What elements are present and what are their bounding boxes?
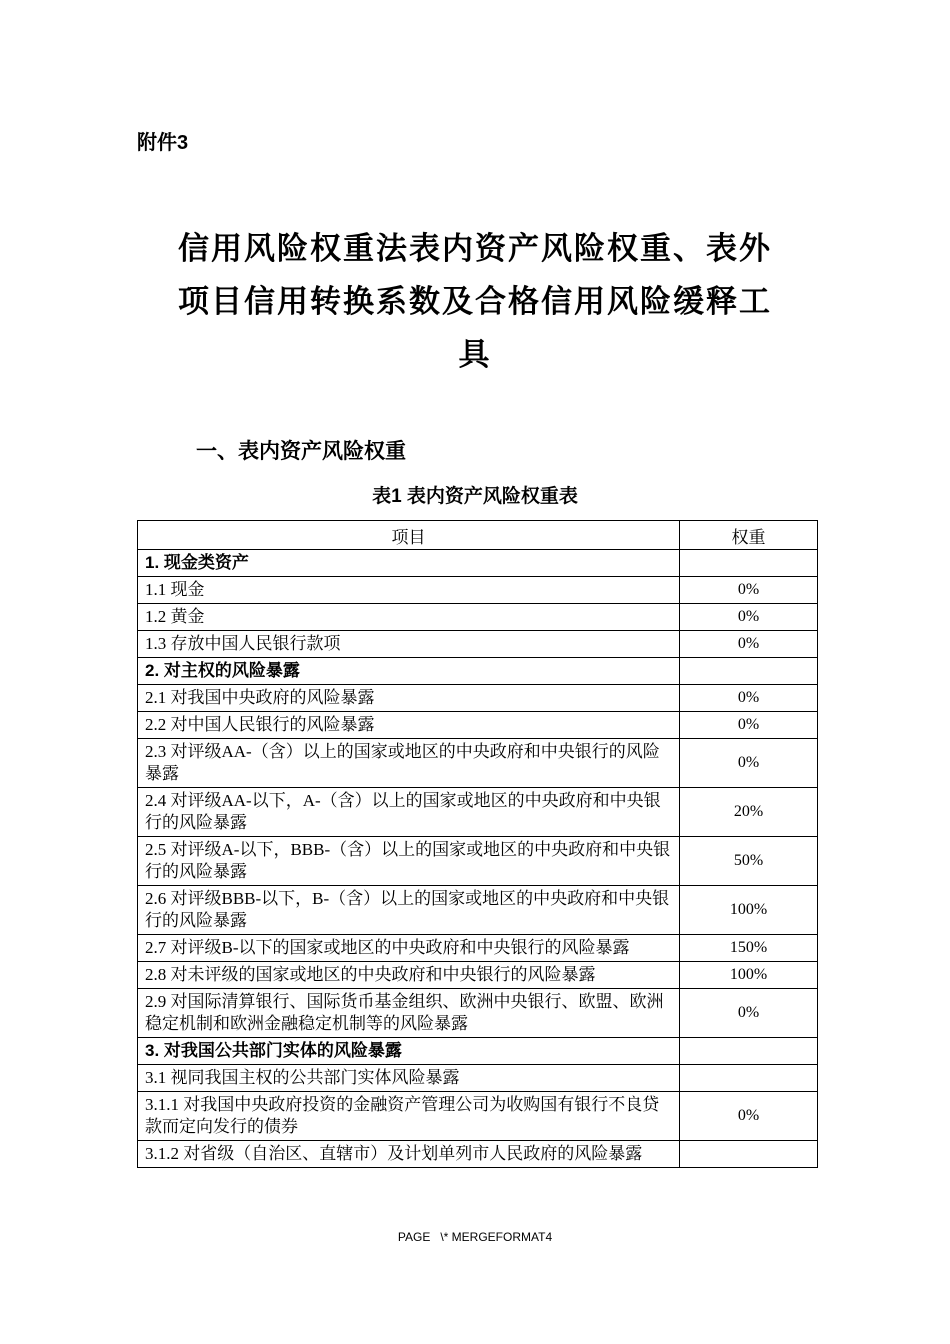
weight-cell — [680, 1038, 818, 1065]
weight-cell: 0% — [680, 577, 818, 604]
item-cell: 2.2 对中国人民银行的风险暴露 — [138, 712, 680, 739]
table-row — [138, 1065, 818, 1092]
column-header-weight: 权重 — [680, 521, 818, 550]
weight-cell: 0% — [680, 685, 818, 712]
table-row — [138, 1141, 818, 1168]
table-row — [138, 1038, 818, 1065]
page-footer-field: PAGE \* MERGEFORMAT4 — [397, 1230, 553, 1244]
table-row — [138, 631, 818, 658]
weight-cell: 0% — [680, 739, 818, 788]
item-cell: 1.2 黄金 — [138, 604, 680, 631]
attachment-label: 附件3 — [137, 132, 189, 154]
table-row — [138, 577, 818, 604]
item-cell: 2.8 对未评级的国家或地区的中央政府和中央银行的风险暴露 — [138, 962, 680, 989]
document-title-line-3: 具 — [458, 337, 492, 372]
table-row — [138, 604, 818, 631]
item-cell: 1. 现金类资产 — [138, 550, 680, 577]
weight-cell — [680, 550, 818, 577]
weight-cell: 100% — [680, 886, 818, 935]
weight-cell: 0% — [680, 604, 818, 631]
item-cell: 2.3 对评级AA-（含）以上的国家或地区的中央政府和中央银行的风险暴露 — [138, 739, 680, 788]
table-row — [138, 712, 818, 739]
weight-cell: 0% — [680, 631, 818, 658]
table-row — [138, 962, 818, 989]
weight-cell: 0% — [680, 989, 818, 1038]
document-title-line-1: 信用风险权重法表内资产风险权重、表外 — [178, 231, 772, 266]
item-cell: 3.1.1 对我国中央政府投资的金融资产管理公司为收购国有银行不良贷款而定向发行的债券 — [138, 1092, 680, 1141]
risk-weight-table — [137, 520, 818, 1168]
item-cell: 1.3 存放中国人民银行款项 — [138, 631, 680, 658]
table-row — [138, 550, 818, 577]
item-cell: 2.5 对评级A-以下，BBB-（含）以上的国家或地区的中央政府和中央银行的风险暴露 — [138, 837, 680, 886]
item-cell: 2.7 对评级B-以下的国家或地区的中央政府和中央银行的风险暴露 — [138, 935, 680, 962]
table-row — [138, 788, 818, 837]
item-cell: 2.4 对评级AA-以下，A-（含）以上的国家或地区的中央政府和中央银行的风险暴露 — [138, 788, 680, 837]
table-row — [138, 837, 818, 886]
table-row — [138, 886, 818, 935]
weight-cell: 150% — [680, 935, 818, 962]
item-cell: 1.1 现金 — [138, 577, 680, 604]
table-row — [138, 989, 818, 1038]
column-header-item: 项目 — [138, 521, 680, 550]
weight-cell: 100% — [680, 962, 818, 989]
section-heading: 一、表内资产风险权重 — [196, 440, 406, 463]
item-cell: 2.1 对我国中央政府的风险暴露 — [138, 685, 680, 712]
weight-cell — [680, 1065, 818, 1092]
table-row — [138, 1092, 818, 1141]
document-title-line-2: 项目信用转换系数及合格信用风险缓释工 — [178, 284, 772, 319]
weight-cell: 20% — [680, 788, 818, 837]
table-row — [138, 658, 818, 685]
table-header-row — [138, 521, 818, 550]
table-row — [138, 685, 818, 712]
item-cell: 3.1.2 对省级（自治区、直辖市）及计划单列市人民政府的风险暴露 — [138, 1141, 680, 1168]
table-caption: 表1 表内资产风险权重表 — [372, 486, 578, 507]
item-cell: 3. 对我国公共部门实体的风险暴露 — [138, 1038, 680, 1065]
weight-cell: 50% — [680, 837, 818, 886]
weight-cell — [680, 1141, 818, 1168]
weight-cell: 0% — [680, 712, 818, 739]
table-row — [138, 935, 818, 962]
item-cell: 2. 对主权的风险暴露 — [138, 658, 680, 685]
item-cell: 3.1 视同我国主权的公共部门实体风险暴露 — [138, 1065, 680, 1092]
item-cell: 2.9 对国际清算银行、国际货币基金组织、欧洲中央银行、欧盟、欧洲稳定机制和欧洲金融稳定机制等的风险暴露 — [138, 989, 680, 1038]
item-cell: 2.6 对评级BBB-以下，B-（含）以上的国家或地区的中央政府和中央银行的风险暴露 — [138, 886, 680, 935]
weight-cell: 0% — [680, 1092, 818, 1141]
weight-cell — [680, 658, 818, 685]
document-title — [0, 222, 950, 381]
table-row — [138, 739, 818, 788]
